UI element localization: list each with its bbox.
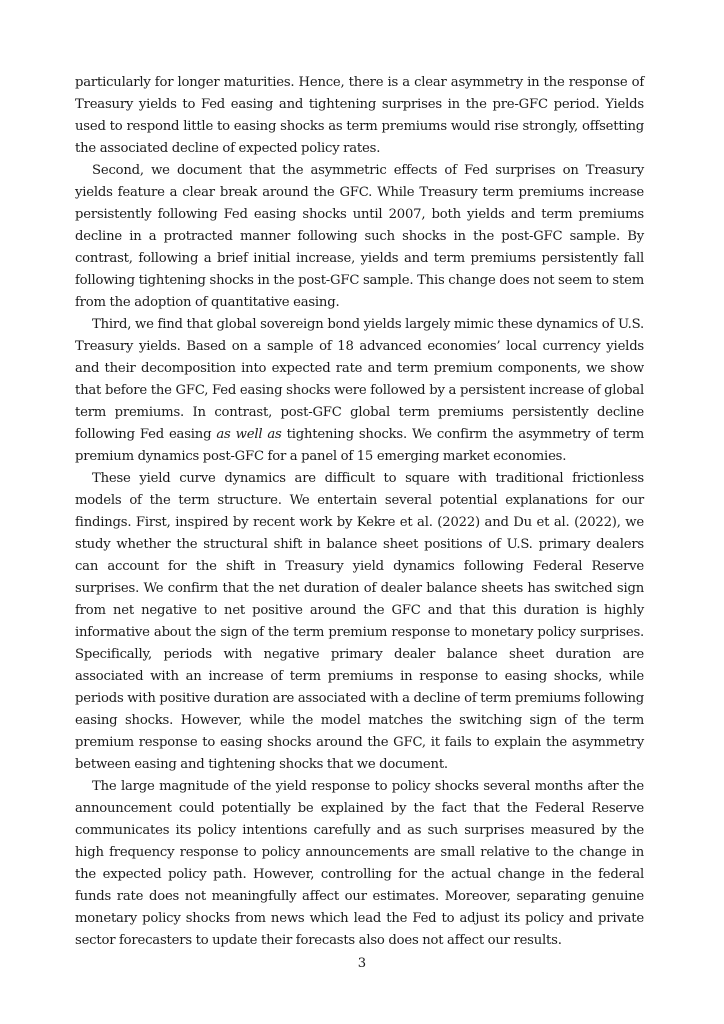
paragraph-magnitude: The large magnitude of the yield response to policy shocks several months after the announcement could potentially be explained by the fact that the Federal Reserve communicates its policy intentions carefully and as such surprises measured by the high frequency response to policy announcements are small relative to the change in the expected policy path. However, controlling for the actual change in the federal funds rate does not meaningfully affect our estimates. Moreover, separating genuine monetary policy shocks from news which lead the Fed to adjust its policy and private sector forecasters to update their forecasts also does not affect our results. (75, 779, 644, 948)
emphasis-as-well-as: as well as (216, 427, 282, 442)
paragraph-continuation: particularly for longer maturities. Hence, there is a clear asymmetry in the response of Treasury yields to Fed easing and tightening surprises in the pre-GFC period. Yields used to respond little to easing shocks as term premiums would rise strongly, offsetting the associated decline of expected policy rates. (75, 75, 644, 156)
paragraph-third-finding (75, 314, 644, 468)
paragraph-third-text-before: Third, we find that global sovereign bond yields largely mimic these dynamics of U.S. Treasury yields. Based on a sample of 18 advanced economies’ local currency yields and their decomposition into expected rate and term premium components, we show that before the GFC, Fed easing shocks were followed by a persistent increase of global term premiums. In contrast, post-GFC global term premiums persistently decline following Fed easing (75, 317, 644, 442)
page-body (75, 72, 644, 952)
paragraph-second-finding: Second, we document that the asymmetric effects of Fed surprises on Treasury yields feature a clear break around the GFC. While Treasury term premiums increase persistently following Fed easing shocks until 2007, both yields and term premiums decline in a protracted manner following such shocks in the post-GFC sample. By contrast, following a brief initial increase, yields and term premiums persistently fall following tightening shocks in the post-GFC sample. This change does not seem to stem from the adoption of quantitative easing. (75, 163, 644, 310)
paragraph-explanations: These yield curve dynamics are difficult to square with traditional frictionless models of the term structure. We entertain several potential explanations for our findings. First, inspired by recent work by Kekre et al. (2022) and Du et al. (2022), we study whether the structural shift in balance sheet positions of U.S. primary dealers can account for the shift in Treasury yield dynamics following Federal Reserve surprises. We confirm that the net duration of dealer balance sheets has switched sign from net negative to net positive around the GFC and that this duration is highly informative about the sign of the term premium response to monetary policy surprises. Specifically, periods with negative primary dealer balance sheet duration are associated with an increase of term premiums in response to easing shocks, while periods with positive duration are associated with a decline of term premiums following easing shocks. However, while the model matches the switching sign of the term premium response to easing shocks around the GFC, it fails to explain the asymmetry between easing and tightening shocks that we document. (75, 471, 644, 772)
page-number: 3 (357, 956, 367, 971)
paragraph-third-text-after: tightening shocks. We confirm the asymmetry of term premium dynamics post-GFC for a panel of 15 emerging market economies. (75, 427, 645, 464)
